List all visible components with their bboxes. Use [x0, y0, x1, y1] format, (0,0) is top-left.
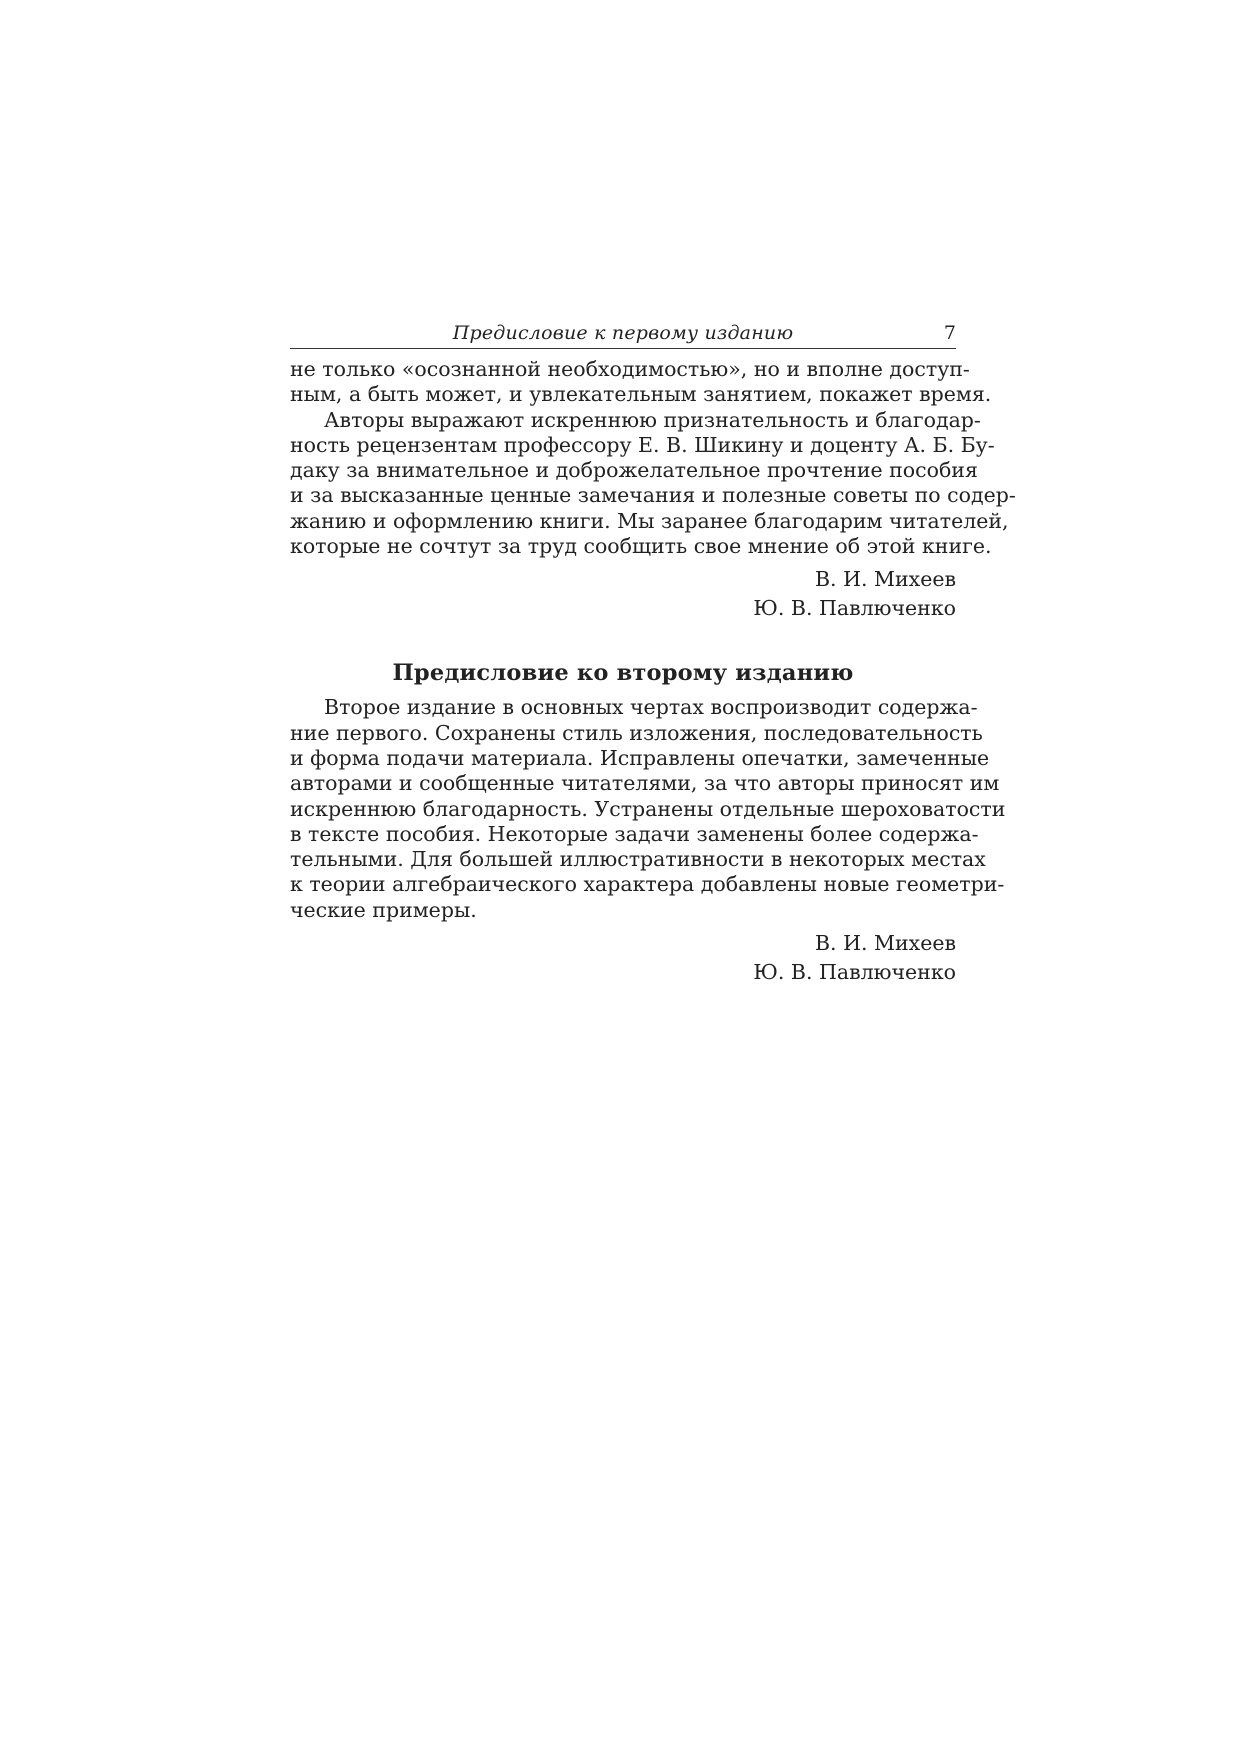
text-line: ным, а быть может, и увлекательным занятием, покажет время. [290, 382, 992, 407]
running-title: Предисловие к первому изданию [452, 322, 794, 344]
author-signature: Ю. В. Павлюченко [753, 960, 956, 985]
text-line: которые не сочтут за труд сообщить свое мнение об этой книге. [290, 534, 992, 559]
text-line: Авторы выражают искреннюю признательность и благодар- [324, 407, 981, 432]
author-signature: В. И. Михеев [814, 567, 956, 592]
first-preface-text [290, 357, 1016, 559]
text-line: авторами и сообщенные читателями, за что авторы приносят им [290, 771, 1000, 796]
text-line: жанию и оформлению книги. Мы заранее благодарим читателей, [290, 508, 1009, 533]
text-line: не только «осознанной необходимостью», но и вполне доступ- [290, 357, 970, 381]
text-line: в тексте пособия. Некоторые задачи заменены более содержа- [290, 821, 979, 846]
text-line: ность рецензентам профессору Е. В. Шикину и доценту А. Б. Бу- [290, 432, 995, 457]
section-title: Предисловие ко второму изданию [392, 660, 854, 687]
text-line: тельными. Для большей иллюстративности в некоторых местах [290, 847, 986, 872]
text-line: и форма подачи материала. Исправлены опечатки, замеченные [290, 745, 990, 770]
second-preface-text [290, 695, 1006, 923]
author-signature: Ю. В. Павлюченко [753, 596, 956, 621]
text-line: к теории алгебраического характера добавлены новые геометри- [290, 872, 1005, 897]
text-line: искреннюю благодарность. Устранены отдельные шероховатости [290, 796, 1006, 821]
text-line: Второе издание в основных чертах воспроизводит содержа- [324, 695, 978, 720]
text-line: ние первого. Сохранены стиль изложения, последовательность [290, 720, 983, 745]
running-head [290, 318, 956, 349]
author-signature: В. И. Михеев [814, 931, 956, 956]
text-line: ческие примеры. [290, 897, 477, 922]
text-line: даку за внимательное и доброжелательное прочтение пособия [290, 458, 978, 483]
page-number: 7 [943, 322, 956, 344]
text-line: и за высказанные ценные замечания и полезные советы по содер- [290, 483, 1016, 508]
book-page [290, 318, 1016, 987]
